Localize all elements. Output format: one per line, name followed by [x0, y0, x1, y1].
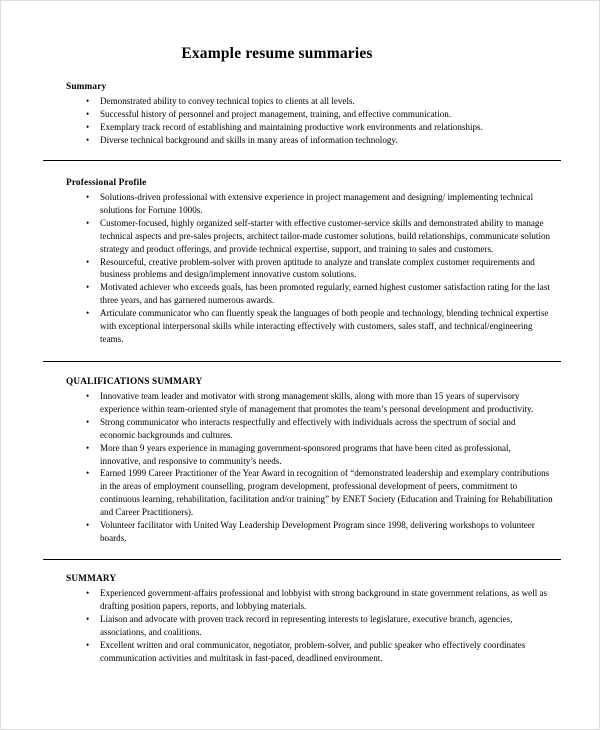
list-item	[66, 256, 553, 282]
section-professional-profile	[1, 178, 599, 346]
section-qualifications-summary	[1, 377, 599, 545]
bullet-icon: •	[86, 639, 90, 650]
list-item	[66, 587, 553, 613]
list-item-text: Diverse technical background and skills in many areas of information technology.	[100, 134, 398, 145]
section-heading-summary: Summary	[66, 82, 107, 93]
bullet-icon: •	[86, 520, 90, 531]
section-heading-summary-final: SUMMARY	[66, 573, 117, 584]
list-item	[66, 307, 553, 346]
list-item	[66, 217, 553, 256]
list-item-text: Customer-focused, highly organized self-starter with effective customer-service skills and demonstrated ability to manage technical aspects and pre-sales projects, architect tailor-made customer solutions, build relationships, communicate solution strategy and product offerings, and provide technical expertise, support, and training to sales and customers.	[100, 217, 551, 254]
list-item-text: Earned 1999 Career Practitioner of the Year Award in recognition of “demonstrated leadership and exemplary contributions in the areas of employment counselling, program development, professional development of peers, commitment to continuous learning, rehabilitation, facilitation and/or training” by ENET Society (Education and Training for Rehabilitation and Career Practitioners).	[100, 468, 553, 518]
list-item	[66, 108, 553, 121]
bullet-icon: •	[86, 416, 90, 427]
list-item	[66, 191, 553, 217]
bullet-icon: •	[86, 442, 90, 453]
list-item-text: Liaison and advocate with proven track record in representing interests to legislature, executive branch, agencies, associations, and coalitions.	[100, 613, 513, 637]
list-item	[66, 416, 553, 442]
list-item-text: Innovative team leader and motivator with strong management skills, along with more than 15 years of supervisory experience within team-oriented style of management that promotes the team’s personal development and productivity.	[100, 391, 534, 414]
section-heading-professional-profile: Professional Profile	[66, 177, 147, 188]
bullet-icon: •	[86, 134, 90, 145]
spacer	[1, 346, 599, 361]
list-item	[66, 134, 553, 147]
section-heading-qualifications-summary: QUALIFICATIONS SUMMARY	[66, 376, 203, 387]
list-item	[66, 95, 553, 108]
list-item	[66, 442, 553, 468]
list-item-text: More than 9 years experience in managing government-sponsored programs that have been cited as professional, innovative, and responsive to community’s needs.	[100, 442, 511, 466]
bullet-icon: •	[86, 191, 90, 202]
spacer	[1, 545, 599, 559]
bullet-list-qualifications-summary	[66, 390, 553, 545]
page-title: Example resume summaries	[181, 45, 373, 62]
bullet-icon: •	[86, 588, 90, 599]
section-summary-final	[1, 574, 599, 665]
bullet-list-professional-profile	[66, 191, 553, 346]
list-item	[66, 121, 553, 134]
bullet-icon: •	[86, 282, 90, 293]
list-item	[66, 639, 553, 665]
list-item-text: Excellent written and oral communicator, negotiator, problem-solver, and public speaker who effectively coordinates communication activities and multitask in fast-paced, deadlined environment.	[100, 639, 526, 663]
spacer	[1, 362, 599, 377]
bullet-icon: •	[86, 256, 90, 267]
list-item-text: Exemplary track record of establishing and maintaining productive work environments and relationships.	[100, 122, 483, 133]
bullet-icon: •	[86, 122, 90, 133]
list-item	[66, 281, 553, 307]
list-item	[66, 467, 553, 519]
list-item	[66, 390, 553, 416]
list-item-text: Successful history of personnel and project management, training, and effective communication.	[100, 109, 452, 120]
bullet-icon: •	[86, 308, 90, 319]
bullet-icon: •	[86, 391, 90, 402]
bullet-list-summary-final	[66, 587, 553, 664]
list-item-text: Experienced government-affairs professional and lobbyist with strong background in state government relations, as well as drafting position papers, reports, and lobbying materials.	[100, 588, 548, 611]
spacer	[1, 161, 599, 178]
bullet-icon: •	[86, 109, 90, 120]
spacer	[1, 147, 599, 160]
spacer	[1, 560, 599, 574]
section-summary	[1, 62, 599, 147]
list-item-text: Demonstrated ability to convey technical topics to clients at all levels.	[100, 96, 355, 107]
list-item-text: Motivated achiever who exceeds goals, has been promoted regularly, earned highest customer satisfaction rating for the last three years, and has garnered numerous awards.	[100, 282, 550, 306]
list-item	[66, 519, 553, 545]
list-item	[66, 613, 553, 639]
list-item-text: Volunteer facilitator with United Way Leadership Development Program since 1998, delivering workshops to volunteer boards.	[100, 520, 535, 543]
list-item-text: Articulate communicator who can fluently speak the languages of both people and technology, blending technical expertise with exceptional interpersonal skills while interacting effectively with customers, sales staff, and technical/engineering teams.	[100, 308, 549, 344]
bullet-icon: •	[86, 217, 90, 228]
bullet-icon: •	[86, 613, 90, 624]
list-item-text: Resourceful, creative problem-solver with proven aptitude to analyze and translate complex customer requirements and business problems and design/implement innovative custom solutions.	[100, 256, 535, 280]
bullet-icon: •	[86, 468, 90, 479]
bullet-icon: •	[86, 96, 90, 107]
list-item-text: Strong communicator who interacts respectfully and effectively with individuals across the spectrum of social and economic backgrounds and cultures.	[100, 416, 516, 440]
list-item-text: Solutions-driven professional with extensive experience in project management and designing/ implementing technical solutions for Fortune 1000s.	[100, 191, 534, 215]
bullet-list-summary	[66, 95, 553, 147]
